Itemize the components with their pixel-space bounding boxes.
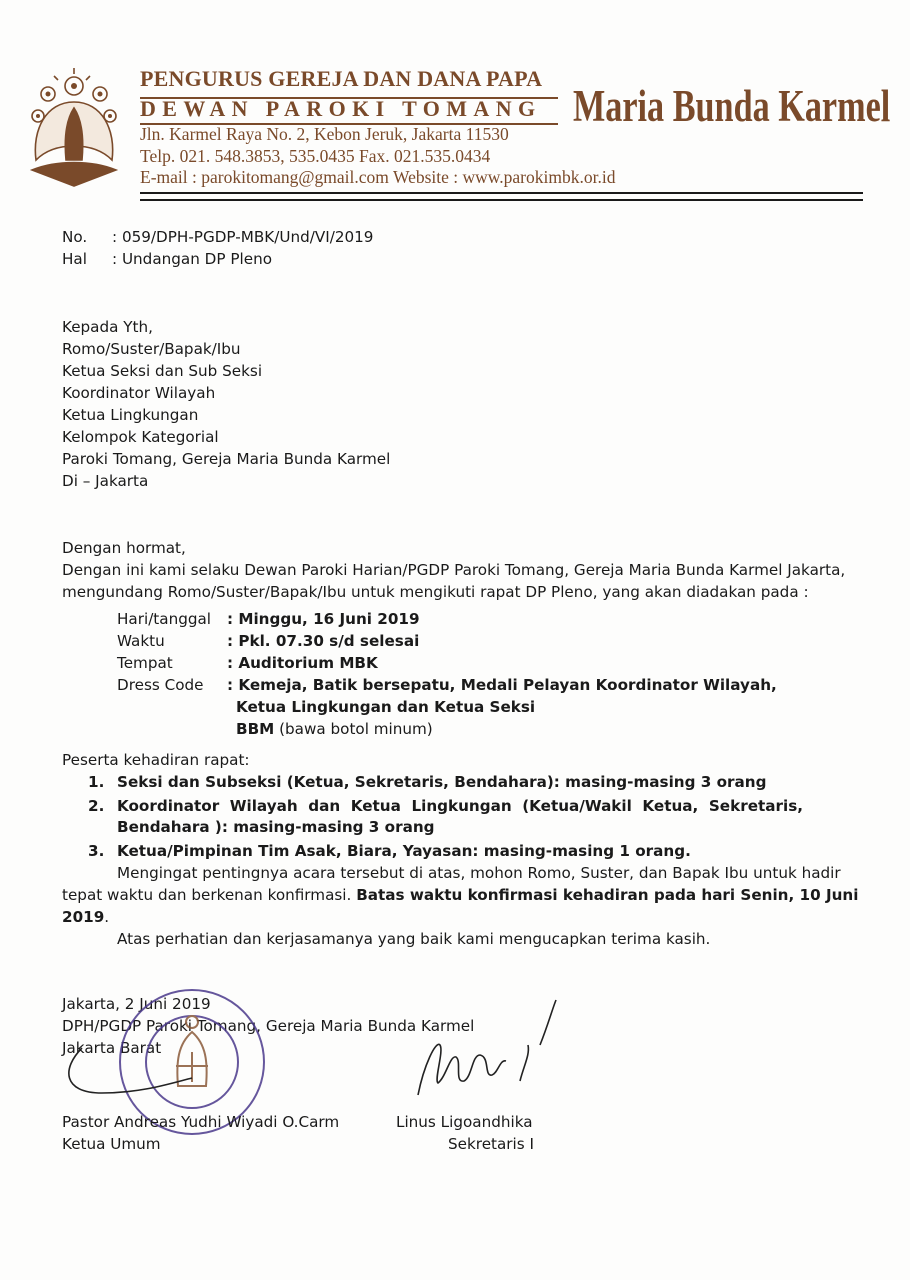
number-value: : 059/DPH-PGDP-MBK/Und/VI/2019 — [112, 228, 374, 246]
closing-paragraph: Mengingat pentingnya acara tersebut di atas, mohon Romo, Suster, dan Bapak Ibu untuk hadir — [117, 864, 841, 882]
number-label: No. — [62, 228, 88, 246]
recipient-line: Ketua Seksi dan Sub Seksi — [62, 362, 263, 380]
dress-code-value: Ketua Lingkungan dan Ketua Seksi — [236, 698, 536, 716]
list-item: Bendahara ): masing-masing 3 orang — [117, 818, 435, 836]
list-number: 1. — [88, 773, 105, 791]
phone-fax: Telp. 021. 548.3853, 535.0435 Fax. 021.535.0434 — [140, 146, 491, 166]
time-value: : Pkl. 07.30 s/d selesai — [227, 632, 420, 650]
parish-logo — [26, 60, 122, 188]
recipient-line: Di – Jakarta — [62, 472, 149, 490]
church-brand-name: Maria Bunda Karmel — [573, 81, 891, 131]
signer1-name: Pastor Andreas Yudhi Wiyadi O.Carm — [62, 1113, 340, 1131]
closing-paragraph: 2019. — [62, 908, 110, 926]
recipient-line: Romo/Suster/Bapak/Ibu — [62, 340, 241, 358]
place-value: : Auditorium MBK — [227, 654, 378, 672]
closing-paragraph: tepat waktu dan berkenan konfirmasi. Batas waktu konfirmasi kehadiran pada hari Senin, 10 Juni — [62, 886, 859, 904]
signer2-name: Linus Ligoandhika — [396, 1113, 533, 1131]
intro-line: Dengan ini kami selaku Dewan Paroki Harian/PGDP Paroki Tomang, Gereja Maria Bunda Karmel Jakarta, — [62, 561, 846, 579]
org-name: PENGURUS GEREJA DAN DANA PAPA — [140, 66, 543, 91]
email-website: E-mail : parokitomang@gmail.com Website : www.parokimbk.or.id — [140, 167, 616, 187]
dress-code-label: Dress Code — [117, 676, 204, 694]
dress-code-value: : Kemeja, Batik bersepatu, Medali Pelayan Koordinator Wilayah, — [227, 676, 777, 694]
subject-value: : Undangan DP Pleno — [112, 250, 272, 268]
signoff-org: DPH/PGDP Paroki Tomang, Gereja Maria Bunda Karmel — [62, 1017, 475, 1035]
letterhead-rule — [140, 199, 863, 201]
signoff-city: Jakarta Barat — [62, 1039, 162, 1057]
recipient-line: Kepada Yth, — [62, 318, 153, 336]
parish-logo-icon — [26, 60, 122, 188]
recipient-line: Koordinator Wilayah — [62, 384, 216, 402]
date-label: Hari/tanggal — [117, 610, 212, 628]
place-date: Jakarta, 2 Juni 2019 — [62, 995, 211, 1013]
signature-ketua — [62, 1038, 212, 1102]
subject-label: Hal — [62, 250, 87, 268]
signer2-title: Sekretaris I — [448, 1135, 534, 1153]
signer1-title: Ketua Umum — [62, 1135, 161, 1153]
letterhead-rule — [140, 192, 863, 194]
address: Jln. Karmel Raya No. 2, Kebon Jeruk, Jakarta 11530 — [140, 124, 509, 144]
parish-council-name: DEWAN PAROKI TOMANG — [140, 96, 542, 121]
list-number: 2. — [88, 797, 105, 815]
signature-sekretaris — [400, 985, 570, 1109]
dress-code-note: BBM (bawa botol minum) — [236, 720, 433, 738]
list-item: Koordinator Wilayah dan Ketua Lingkungan (Ketua/Wakil Ketua, Sekretaris, — [117, 797, 804, 815]
list-item: Seksi dan Subseksi (Ketua, Sekretaris, Bendahara): masing-masing 3 orang — [117, 773, 767, 791]
thanks-paragraph: Atas perhatian dan kerjasamanya yang baik kami mengucapkan terima kasih. — [117, 930, 711, 948]
greeting: Dengan hormat, — [62, 539, 186, 557]
place-label: Tempat — [117, 654, 173, 672]
recipient-line: Kelompok Kategorial — [62, 428, 219, 446]
intro-line: mengundang Romo/Suster/Bapak/Ibu untuk mengikuti rapat DP Pleno, yang akan diadakan pada : — [62, 583, 809, 601]
list-number: 3. — [88, 842, 105, 860]
time-label: Waktu — [117, 632, 165, 650]
recipient-line: Ketua Lingkungan — [62, 406, 199, 424]
list-item: Ketua/Pimpinan Tim Asak, Biara, Yayasan: masing-masing 1 orang. — [117, 842, 691, 860]
recipient-line: Paroki Tomang, Gereja Maria Bunda Karmel — [62, 450, 391, 468]
date-value: : Minggu, 16 Juni 2019 — [227, 610, 420, 628]
attendance-heading: Peserta kehadiran rapat: — [62, 751, 250, 769]
